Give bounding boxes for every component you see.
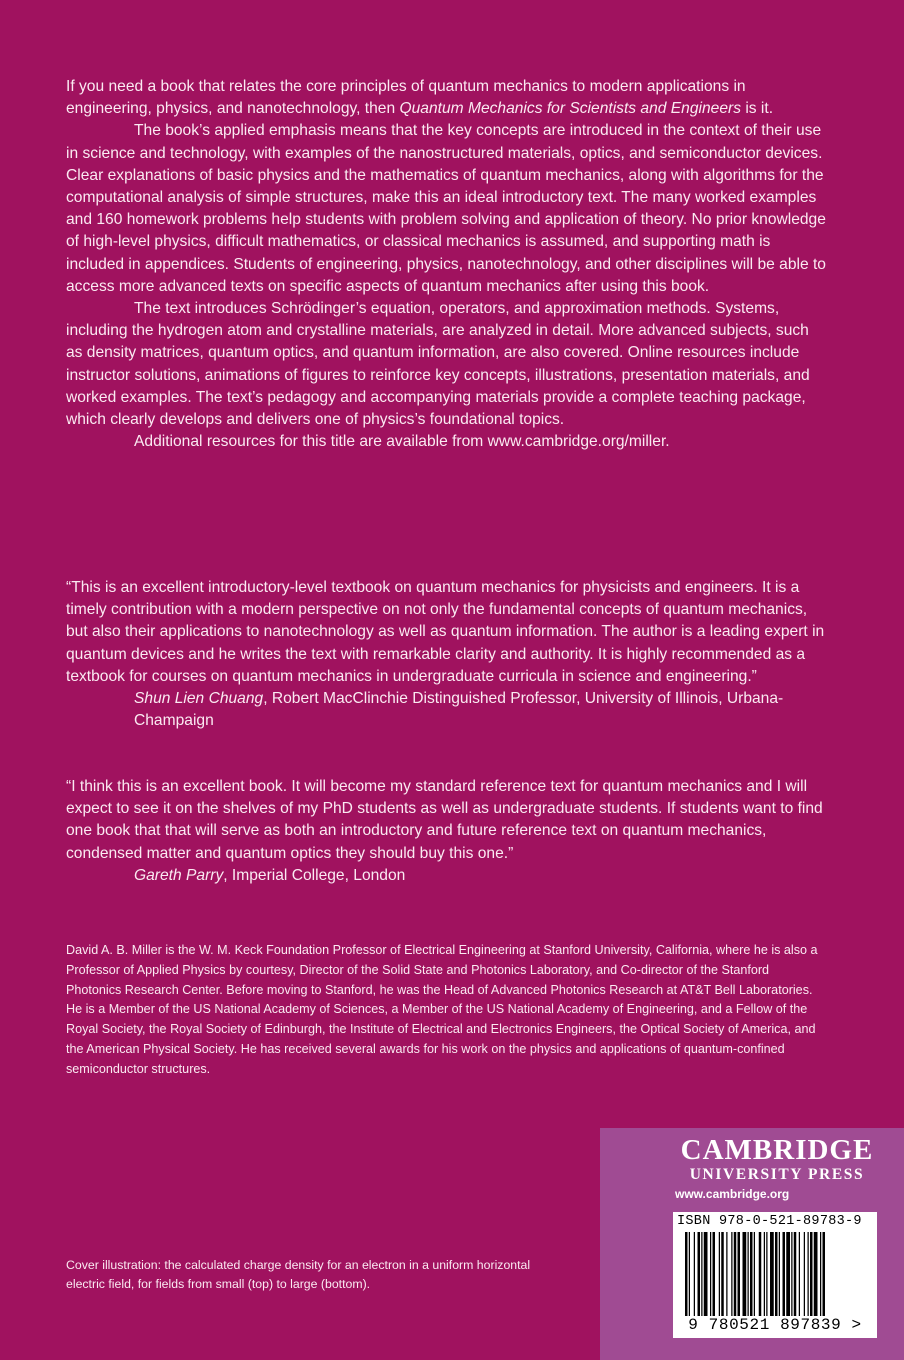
barcode-bar: [808, 1232, 809, 1316]
barcode-bar: [748, 1232, 749, 1316]
book-title: Quantum Mechanics for Scientists and Engineers: [399, 100, 741, 118]
barcode-bar: [823, 1232, 826, 1316]
barcode-bar: [704, 1232, 708, 1316]
barcode-bar: [779, 1232, 780, 1316]
description-paragraph-3: The text introduces Schrödinger’s equation, operators, and approximation methods. Systems, including the hydrogen atom and crystalline materials, are analyzed in detail. More advanced subjects, such as density matrices, quantum optics, and quantum information, are also covered. Online resources include instructor solutions, animations of figures to reinforce key concepts, illustrations, presentation materials, and worked examples. The text’s pedagogy and accompanying materials provide a complete teaching package, which clearly develops and delivers one of physics’s foundational topics.: [66, 300, 810, 429]
barcode-bar: [721, 1232, 724, 1316]
quote-affiliation: , Imperial College, London: [223, 866, 406, 884]
barcode-bar: [713, 1232, 716, 1316]
barcode-bar: [710, 1232, 711, 1316]
barcode-bar: [764, 1232, 765, 1316]
barcode-bar: [786, 1232, 790, 1316]
barcode-bar: [685, 1232, 688, 1316]
barcode-bar: [810, 1232, 813, 1316]
book-description: [66, 76, 826, 453]
barcode-bar: [794, 1232, 797, 1316]
cover-illustration-note: Cover illustration: the calculated charge density for an electron in a uniform horizontal electric field, for fields from small (top) to large (bottom).: [66, 1258, 531, 1291]
barcode-digits: 9 780521 897839 >: [688, 1316, 862, 1334]
barcode-bar: [701, 1232, 702, 1316]
quote-author: Gareth Parry: [134, 866, 224, 884]
barcode-bar: [775, 1232, 778, 1316]
quote-author: Shun Lien Chuang: [134, 690, 264, 708]
barcode-bar: [734, 1232, 737, 1316]
quote-text: “I think this is an excellent book. It will become my standard reference text for quantum mechanics and I will expect to see it on the shelves of my PhD students as well as undergraduate students. If students want to find one book that that will serve as both an introductory and future reference text on quantum mechanics, condensed matter and quantum optics they should buy this one.”: [66, 778, 823, 862]
barcode-bar: [731, 1232, 732, 1316]
description-resources: Additional resources for this title are available from www.cambridge.org/miller.: [134, 433, 670, 451]
review-quote-1: [66, 577, 826, 732]
barcode-bar: [689, 1232, 690, 1316]
barcode-bar: [726, 1232, 727, 1316]
barcode-box: [673, 1212, 877, 1338]
author-bio: David A. B. Miller is the W. M. Keck Foundation Professor of Electrical Engineering at Stanford University, California, where he is also a Professor of Applied Physics by courtesy, Director of the Solid State and Photonics Laboratory, and Co-director of the Stanford Photonics Research Center. Before moving to Stanford, he was the Head of Advanced Photonics Research at AT&T Bell Laboratories. He is a Member of the US National Academy of Sciences, a Member of the US National Academy of Engineering, and a Fellow of the Royal Society, the Royal Society of Edinburgh, the Institute of Electrical and Electronics Engineers, the Optical Society of America, and the American Physical Society. He has received several awards for his work on the physics and applications of quantum-confined semiconductor structures.: [66, 943, 818, 1076]
barcode-bar: [759, 1232, 762, 1316]
quote-attribution: [66, 688, 826, 732]
barcode-bar: [743, 1232, 747, 1316]
barcode-bar: [783, 1232, 786, 1316]
barcode-bar: [814, 1232, 818, 1316]
barcode-bar: [804, 1232, 805, 1316]
barcode-bar: [820, 1232, 821, 1316]
barcode-bar: [694, 1232, 695, 1316]
review-quote-2: [66, 776, 826, 887]
barcode-bar: [750, 1232, 753, 1316]
quote-attribution: [66, 865, 826, 887]
barcode-bar: [719, 1232, 720, 1316]
publisher-panel: [600, 1128, 904, 1360]
quote-text: “This is an excellent introductory-level textbook on quantum mechanics for physicists and engineers. It is a timely contribution with a modern perspective on not only the fundamental concepts of quantum mechanics, but also their applications to nanotechnology as well as quantum information. The author is a leading expert in quantum devices and he writes the text with remarkable clarity and authority. It is highly recommended as a textbook for courses on quantum mechanics in undergraduate curricula in science and engineering.”: [66, 579, 825, 685]
publisher-url: www.cambridge.org: [675, 1187, 790, 1201]
barcode-bar: [766, 1232, 767, 1316]
isbn-label: ISBN 978-0-521-89783-9: [677, 1214, 862, 1229]
description-paragraph-1: If you need a book that relates the core principles of quantum mechanics to modern applications in engineering, physics, and nanotechnology, then Quantum Mechanics for Scientists and Engineers is it.: [66, 78, 774, 118]
barcode: [685, 1232, 865, 1316]
description-paragraph-2: The book’s applied emphasis means that the key concepts are introduced in the context of their use in science and technology, with examples of the nanostructured materials, optics, and semiconductor devices. Clear explanations of basic physics and the mathematics of quantum mechanics, along with algorithms for the computational analysis of simple structures, make this an ideal introductory text. The many worked examples and 160 homework problems help students with problem solving and application of theory. No prior knowledge of high-level physics, difficult mathematics, or classical mechanics is assumed, and supporting math is included in appendices. Students of engineering, physics, nanotechnology, and other disciplines will be able to access more advanced texts on specific aspects of quantum mechanics after using this book.: [66, 122, 826, 295]
barcode-bar: [770, 1232, 774, 1316]
publisher-name: CAMBRIDGE: [680, 1134, 874, 1166]
barcode-bar: [791, 1232, 792, 1316]
barcode-bar: [799, 1232, 800, 1316]
barcode-bar: [738, 1232, 741, 1316]
barcode-bar: [754, 1232, 755, 1316]
quote-affiliation: , Robert MacClinchie Distinguished Professor, University of Illinois, Urbana-Champaign: [134, 690, 784, 730]
barcode-bar: [698, 1232, 701, 1316]
publisher-subname: UNIVERSITY PRESS: [689, 1166, 865, 1183]
